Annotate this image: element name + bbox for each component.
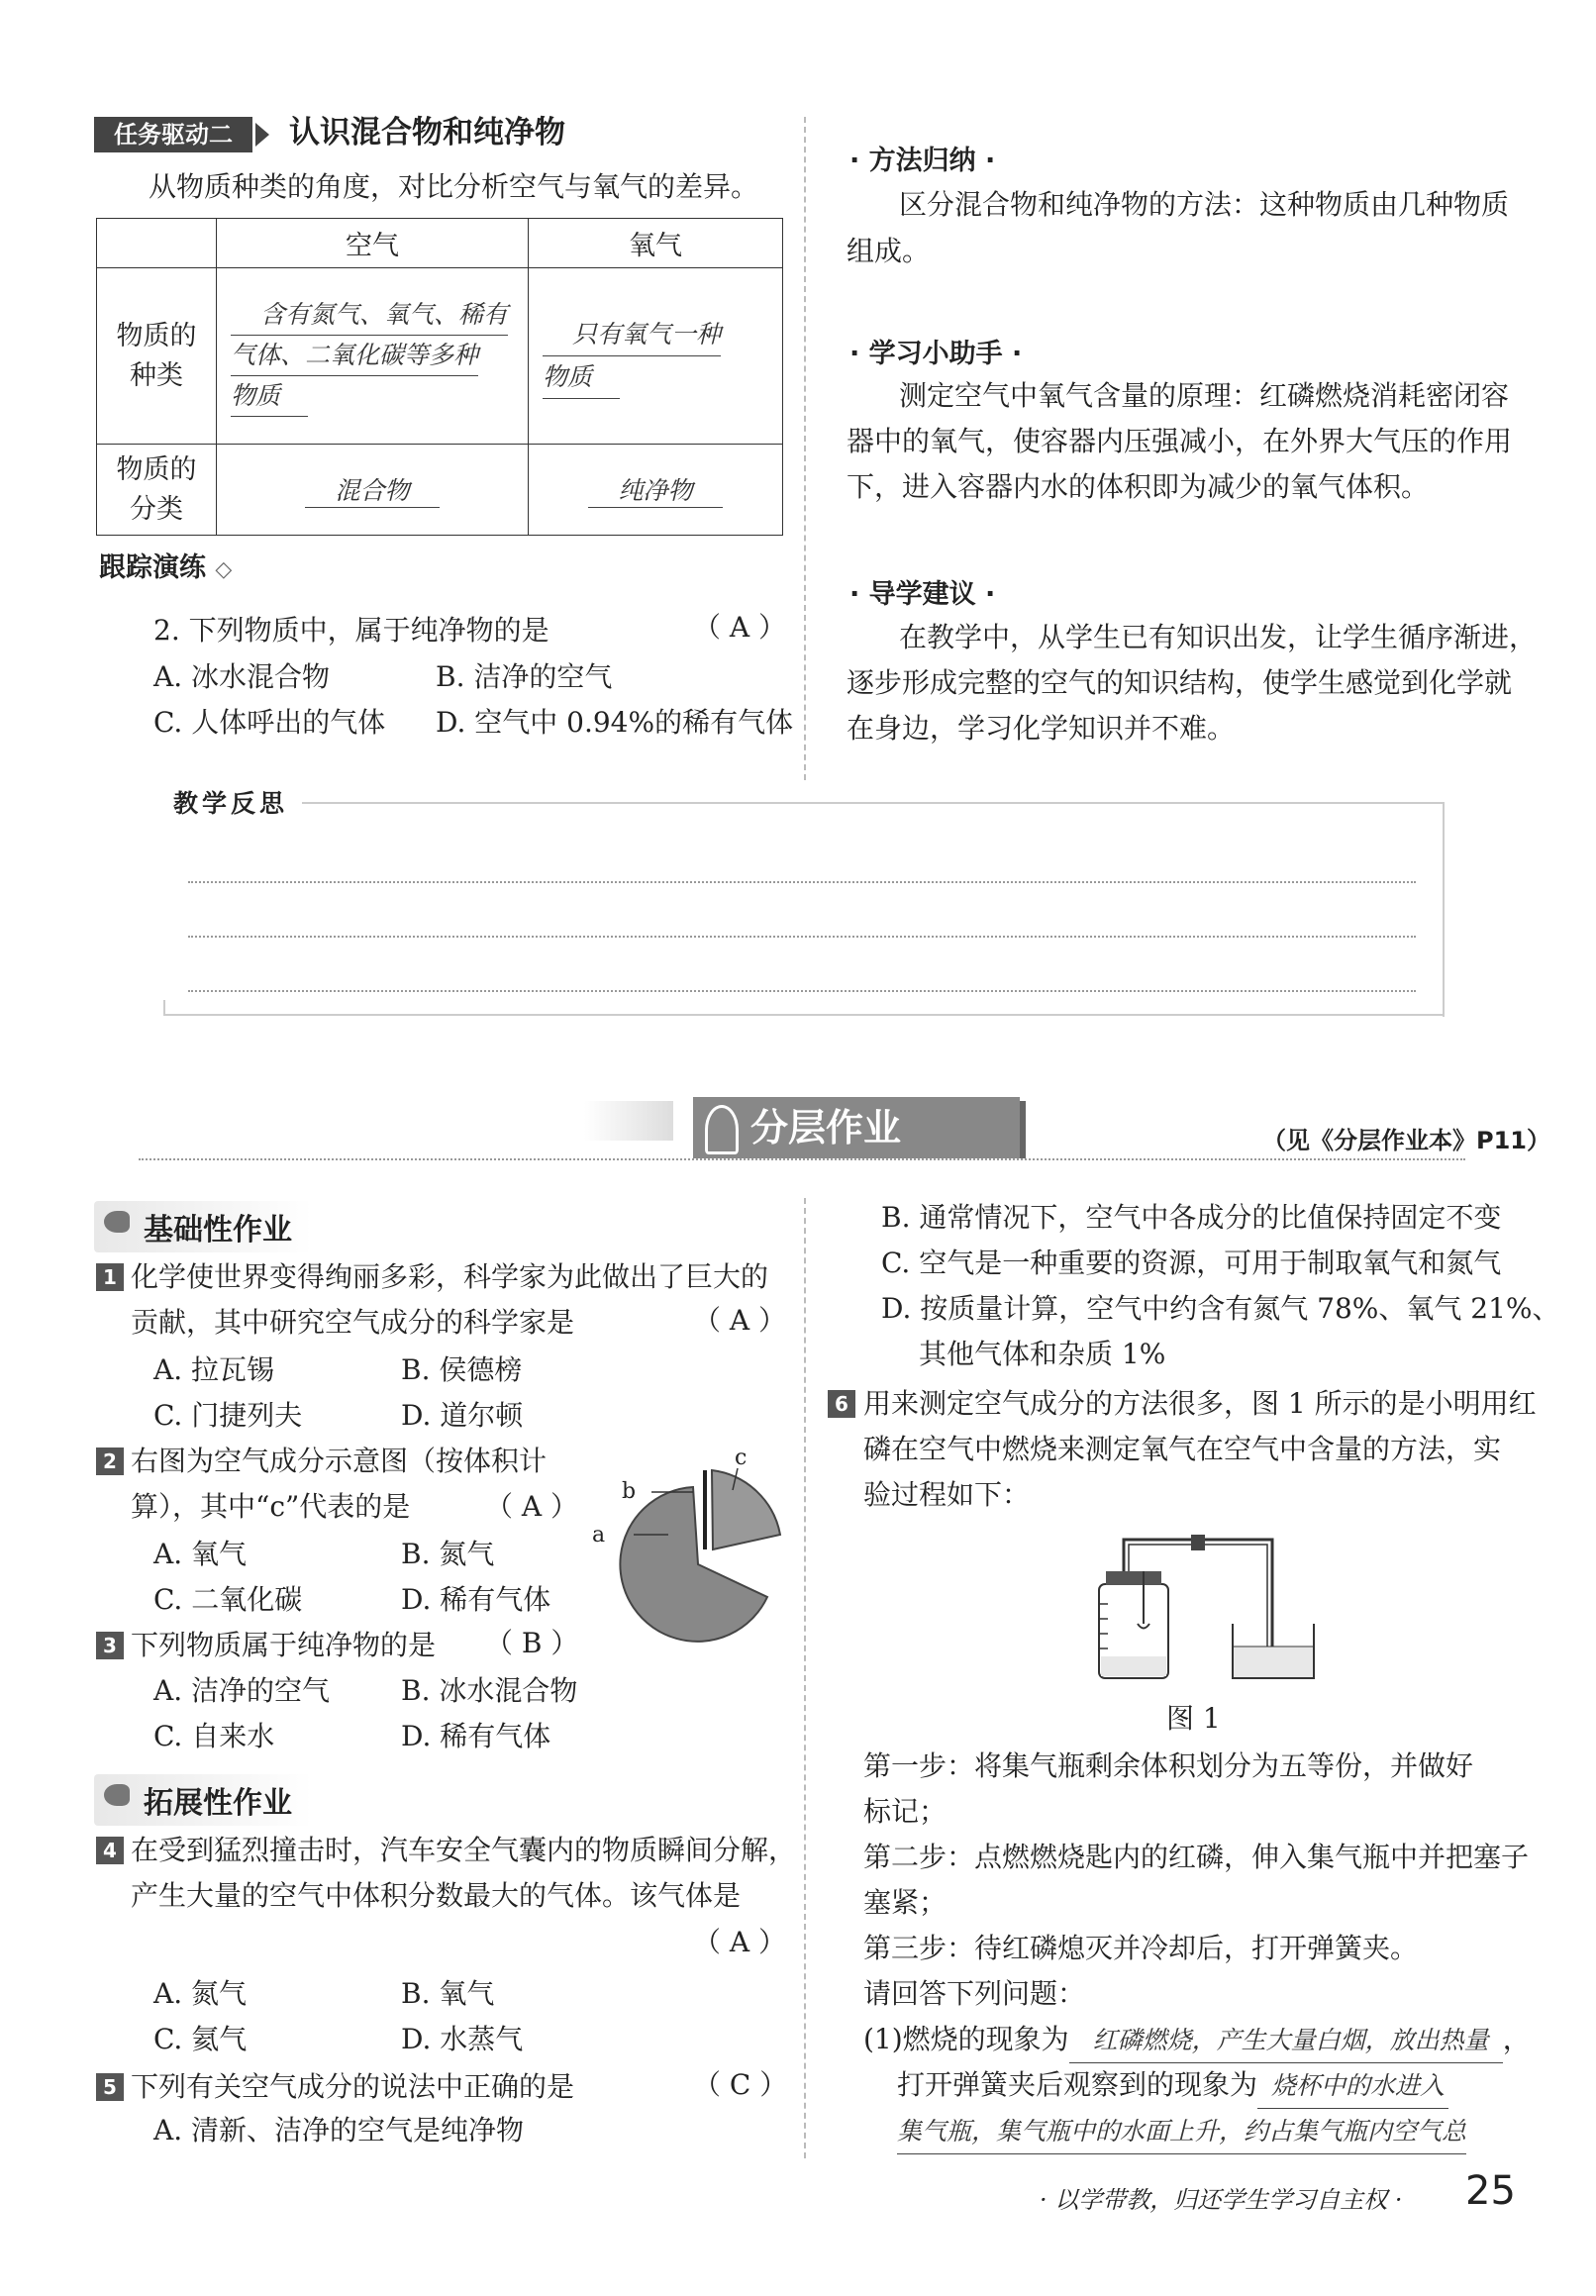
pie-label-b: b [622, 1479, 637, 1504]
question-stem: 下列有关空气成分的说法中正确的是 [131, 2070, 575, 2103]
spoon-cup [1138, 1624, 1149, 1629]
sub-question-1-line2 [897, 2063, 1448, 2109]
task-badge [94, 117, 252, 152]
answer-line: 集气瓶，集气瓶中的水面上升，约占集气瓶内空气总 [897, 2110, 1466, 2154]
extend-homework-label: 拓展性作业 [144, 1786, 292, 1821]
pie-label-c: c [735, 1450, 748, 1470]
table-cell-oxygen-kinds [529, 268, 783, 445]
sub-question-1-line3 [897, 2109, 1466, 2154]
glass-tube-inner [1129, 1545, 1267, 1648]
banner-block [693, 1097, 1020, 1158]
row-label-line: 物质的 [116, 320, 197, 351]
banner-end-bar [1020, 1101, 1026, 1158]
option: A. 清新、洁净的空气是纯净物 [153, 2114, 525, 2146]
answer-line: 红磷燃烧，产生大量白烟，放出热量 [1069, 2019, 1503, 2063]
question-number-badge: 5 [96, 2073, 124, 2101]
question-line: 磷在空气中燃烧来测定氧气在空气中含量的方法，实 [863, 1433, 1502, 1465]
sub-question-1 [863, 2018, 1531, 2063]
option: 其他气体和杂质 1% [919, 1338, 1166, 1370]
table-corner [97, 219, 217, 268]
jar-water [1101, 1656, 1166, 1676]
extend-homework-title [94, 1774, 312, 1826]
option: B. 氮气 [401, 1538, 495, 1570]
banner-title: 分层作业 [750, 1106, 902, 1149]
answer-line: 物质 [543, 356, 620, 399]
option: C. 空气是一种重要的资源，可用于制取氧气和氮气 [881, 1247, 1502, 1279]
air-composition-pie [584, 1450, 792, 1658]
column-divider [804, 1198, 806, 2158]
question-number-badge: 1 [96, 1263, 124, 1291]
diamond-icon: ◇ [215, 557, 233, 582]
helper-text-line: 下，进入容器内水的体积即为减少的氧气体积。 [847, 470, 1430, 503]
method-title: · 方法归纳 · [849, 146, 996, 176]
answer-line: 气体、二氧化碳等多种 [231, 336, 478, 376]
guide-text-line: 在身边，学习化学知识并不难。 [847, 712, 1236, 745]
pie-label-a: a [592, 1523, 606, 1547]
question-answer: （ B ） [485, 1627, 579, 1659]
comparison-table [96, 218, 783, 536]
table-row-label [97, 268, 217, 445]
option: D. 稀有气体 [401, 1583, 551, 1616]
question-number-badge: 3 [96, 1632, 124, 1659]
option: B. 冰水混合物 [401, 1674, 578, 1707]
task-title: 认识混合物和纯净物 [289, 115, 565, 150]
option: D. 水蒸气 [401, 2023, 524, 2055]
section-icon [104, 1211, 130, 1233]
question-answer: （ A ） [693, 1926, 787, 1958]
answer-line: 混合物 [305, 471, 439, 508]
practice-q2-stem: 2. 下列物质中，属于纯净物的是 [153, 614, 549, 647]
step-line: 塞紧； [863, 1886, 948, 1919]
row-label-line: 物质的 [116, 453, 197, 485]
table-row-label [97, 445, 217, 536]
question-number-badge: 2 [96, 1447, 124, 1475]
practice-title [99, 547, 232, 592]
glass-tube [1124, 1540, 1272, 1648]
basic-homework-label: 基础性作业 [144, 1213, 292, 1248]
helper-title: · 学习小助手 · [849, 339, 1023, 369]
option: B. 通常情况下，空气中各成分的比值保持固定不变 [881, 1201, 1502, 1234]
helper-text-line: 器中的氧气，使容器内压强减小，在外界大气压的作用 [847, 425, 1513, 457]
question-line: 贡献，其中研究空气成分的科学家是 [131, 1306, 575, 1339]
pie-slice-c [712, 1470, 780, 1549]
task-arrow-icon [255, 123, 269, 147]
question-stem: 下列物质属于纯净物的是 [131, 1629, 437, 1661]
step-line: 第三步：待红磷熄灭并冷却后，打开弹簧夹。 [863, 1932, 1419, 1964]
step-line: 第二步：点燃燃烧匙内的红磷，伸入集气瓶中并把塞子 [863, 1841, 1530, 1873]
figure-caption: 图 1 [1166, 1702, 1221, 1735]
option: D. 按质量计算，空气中约含有氮气 78%、氧气 21%、 [881, 1292, 1560, 1325]
question-answer: （ A ） [693, 1304, 787, 1337]
guide-text-line: 在教学中，从学生已有知识出发，让学生循序渐进， [899, 621, 1538, 653]
spring-clip-icon [1191, 1535, 1205, 1550]
option: D. 稀有气体 [401, 1720, 551, 1752]
guide-title: · 导学建议 · [849, 579, 996, 610]
homework-ref: （见《分层作业本》P11） [1262, 1127, 1550, 1154]
option: C. 二氧化碳 [153, 1583, 303, 1616]
apparatus-figure [1084, 1530, 1322, 1688]
question-line: 算），其中“c”代表的是 [131, 1490, 411, 1523]
column-divider [804, 117, 806, 780]
footer-motto: · 以学带教，归还学生学习自主权 · [1040, 2186, 1403, 2214]
answer-line: 纯净物 [588, 471, 722, 508]
section-icon [104, 1784, 130, 1806]
option: C. 氦气 [153, 2023, 248, 2055]
option: B. 洁净的空气 [436, 660, 613, 693]
option: C. 门捷列夫 [153, 1399, 303, 1432]
question-line: 右图为空气成分示意图（按体积计 [131, 1445, 548, 1477]
question-answer: （ C ） [693, 2068, 788, 2101]
option: A. 洁净的空气 [153, 1674, 331, 1707]
sub-question-prefix: (1)燃烧的现象为 [863, 2023, 1069, 2055]
jar-stopper [1106, 1571, 1161, 1585]
option: B. 氧气 [401, 1977, 495, 2010]
beaker-water [1234, 1647, 1313, 1677]
question-answer: （ A ） [485, 1490, 579, 1523]
table-cell-air-class [217, 445, 529, 536]
option: C. 自来水 [153, 1720, 275, 1752]
writing-line [188, 936, 1416, 938]
basic-homework-title [94, 1201, 312, 1252]
task-intro: 从物质种类的角度，对比分析空气与氧气的差异。 [149, 170, 759, 203]
question-number-badge: 6 [828, 1390, 855, 1418]
reflection-box [302, 802, 1445, 1017]
reflection-title: 教学反思 [173, 789, 289, 818]
question-line: 在受到猛烈撞击时，汽车安全气囊内的物质瞬间分解， [131, 1834, 797, 1866]
writing-line [188, 881, 1416, 883]
method-text-line: 区分混合物和纯净物的方法：这种物质由几种物质 [899, 188, 1510, 221]
option: D. 空气中 0.94%的稀有气体 [436, 706, 794, 739]
option: B. 侯德榜 [401, 1353, 523, 1386]
question-line: 用来测定空气成分的方法很多，图 1 所示的是小明用红 [863, 1387, 1537, 1420]
answer-line: 烧杯中的水进入 [1257, 2064, 1448, 2109]
table-cell-air-kinds [217, 268, 529, 445]
writing-line [188, 990, 1416, 992]
practice-title-label: 跟踪演练 [99, 552, 206, 583]
option: D. 道尔顿 [401, 1399, 524, 1432]
row-label-line: 分类 [130, 493, 183, 525]
question-line: 化学使世界变得绚丽多彩，科学家为此做出了巨大的 [131, 1260, 769, 1293]
option: A. 冰水混合物 [153, 660, 331, 693]
method-text-line: 组成。 [847, 235, 931, 267]
row-label-line: 种类 [130, 359, 183, 391]
option: A. 拉瓦锡 [153, 1353, 275, 1386]
step-line: 请回答下列问题： [863, 1977, 1086, 2010]
answer-line: 只有氧气一种 [543, 314, 721, 356]
page-number: 25 [1465, 2168, 1516, 2214]
answer-line: 物质 [231, 376, 308, 417]
guide-text-line: 逐步形成完整的空气的知识结构，使学生感觉到化学就 [847, 666, 1513, 699]
table-cell-oxygen-class [529, 445, 783, 536]
punctuation: ， [1502, 2023, 1531, 2055]
table-header-air: 空气 [217, 219, 529, 268]
helper-text-line: 测定空气中氧气含量的原理：红磷燃烧消耗密闭容 [899, 379, 1510, 412]
banner-deco [584, 1101, 673, 1141]
option: A. 氧气 [153, 1538, 248, 1570]
banner-icon [705, 1105, 739, 1154]
reflection-box-bottom [163, 1014, 1445, 1016]
question-number-badge: 4 [96, 1837, 124, 1864]
option: A. 氮气 [153, 1977, 248, 2010]
sub-question-prefix: 打开弹簧夹后观察到的现象为 [897, 2068, 1258, 2101]
reflection-box-left [163, 1000, 165, 1014]
task-badge-label: 任务驱动二 [114, 121, 233, 149]
step-line: 标记； [863, 1795, 948, 1828]
practice-q2-answer: （ A ） [693, 611, 787, 644]
question-line: 产生大量的空气中体积分数最大的气体。该气体是 [131, 1879, 742, 1912]
answer-line: 含有氮气、氧气、稀有 [231, 295, 508, 336]
question-line: 验过程如下： [863, 1478, 1031, 1511]
table-header-oxygen: 氧气 [529, 219, 783, 268]
option: C. 人体呼出的气体 [153, 706, 386, 739]
step-line: 第一步：将集气瓶剩余体积划分为五等份，并做好 [863, 1749, 1474, 1782]
